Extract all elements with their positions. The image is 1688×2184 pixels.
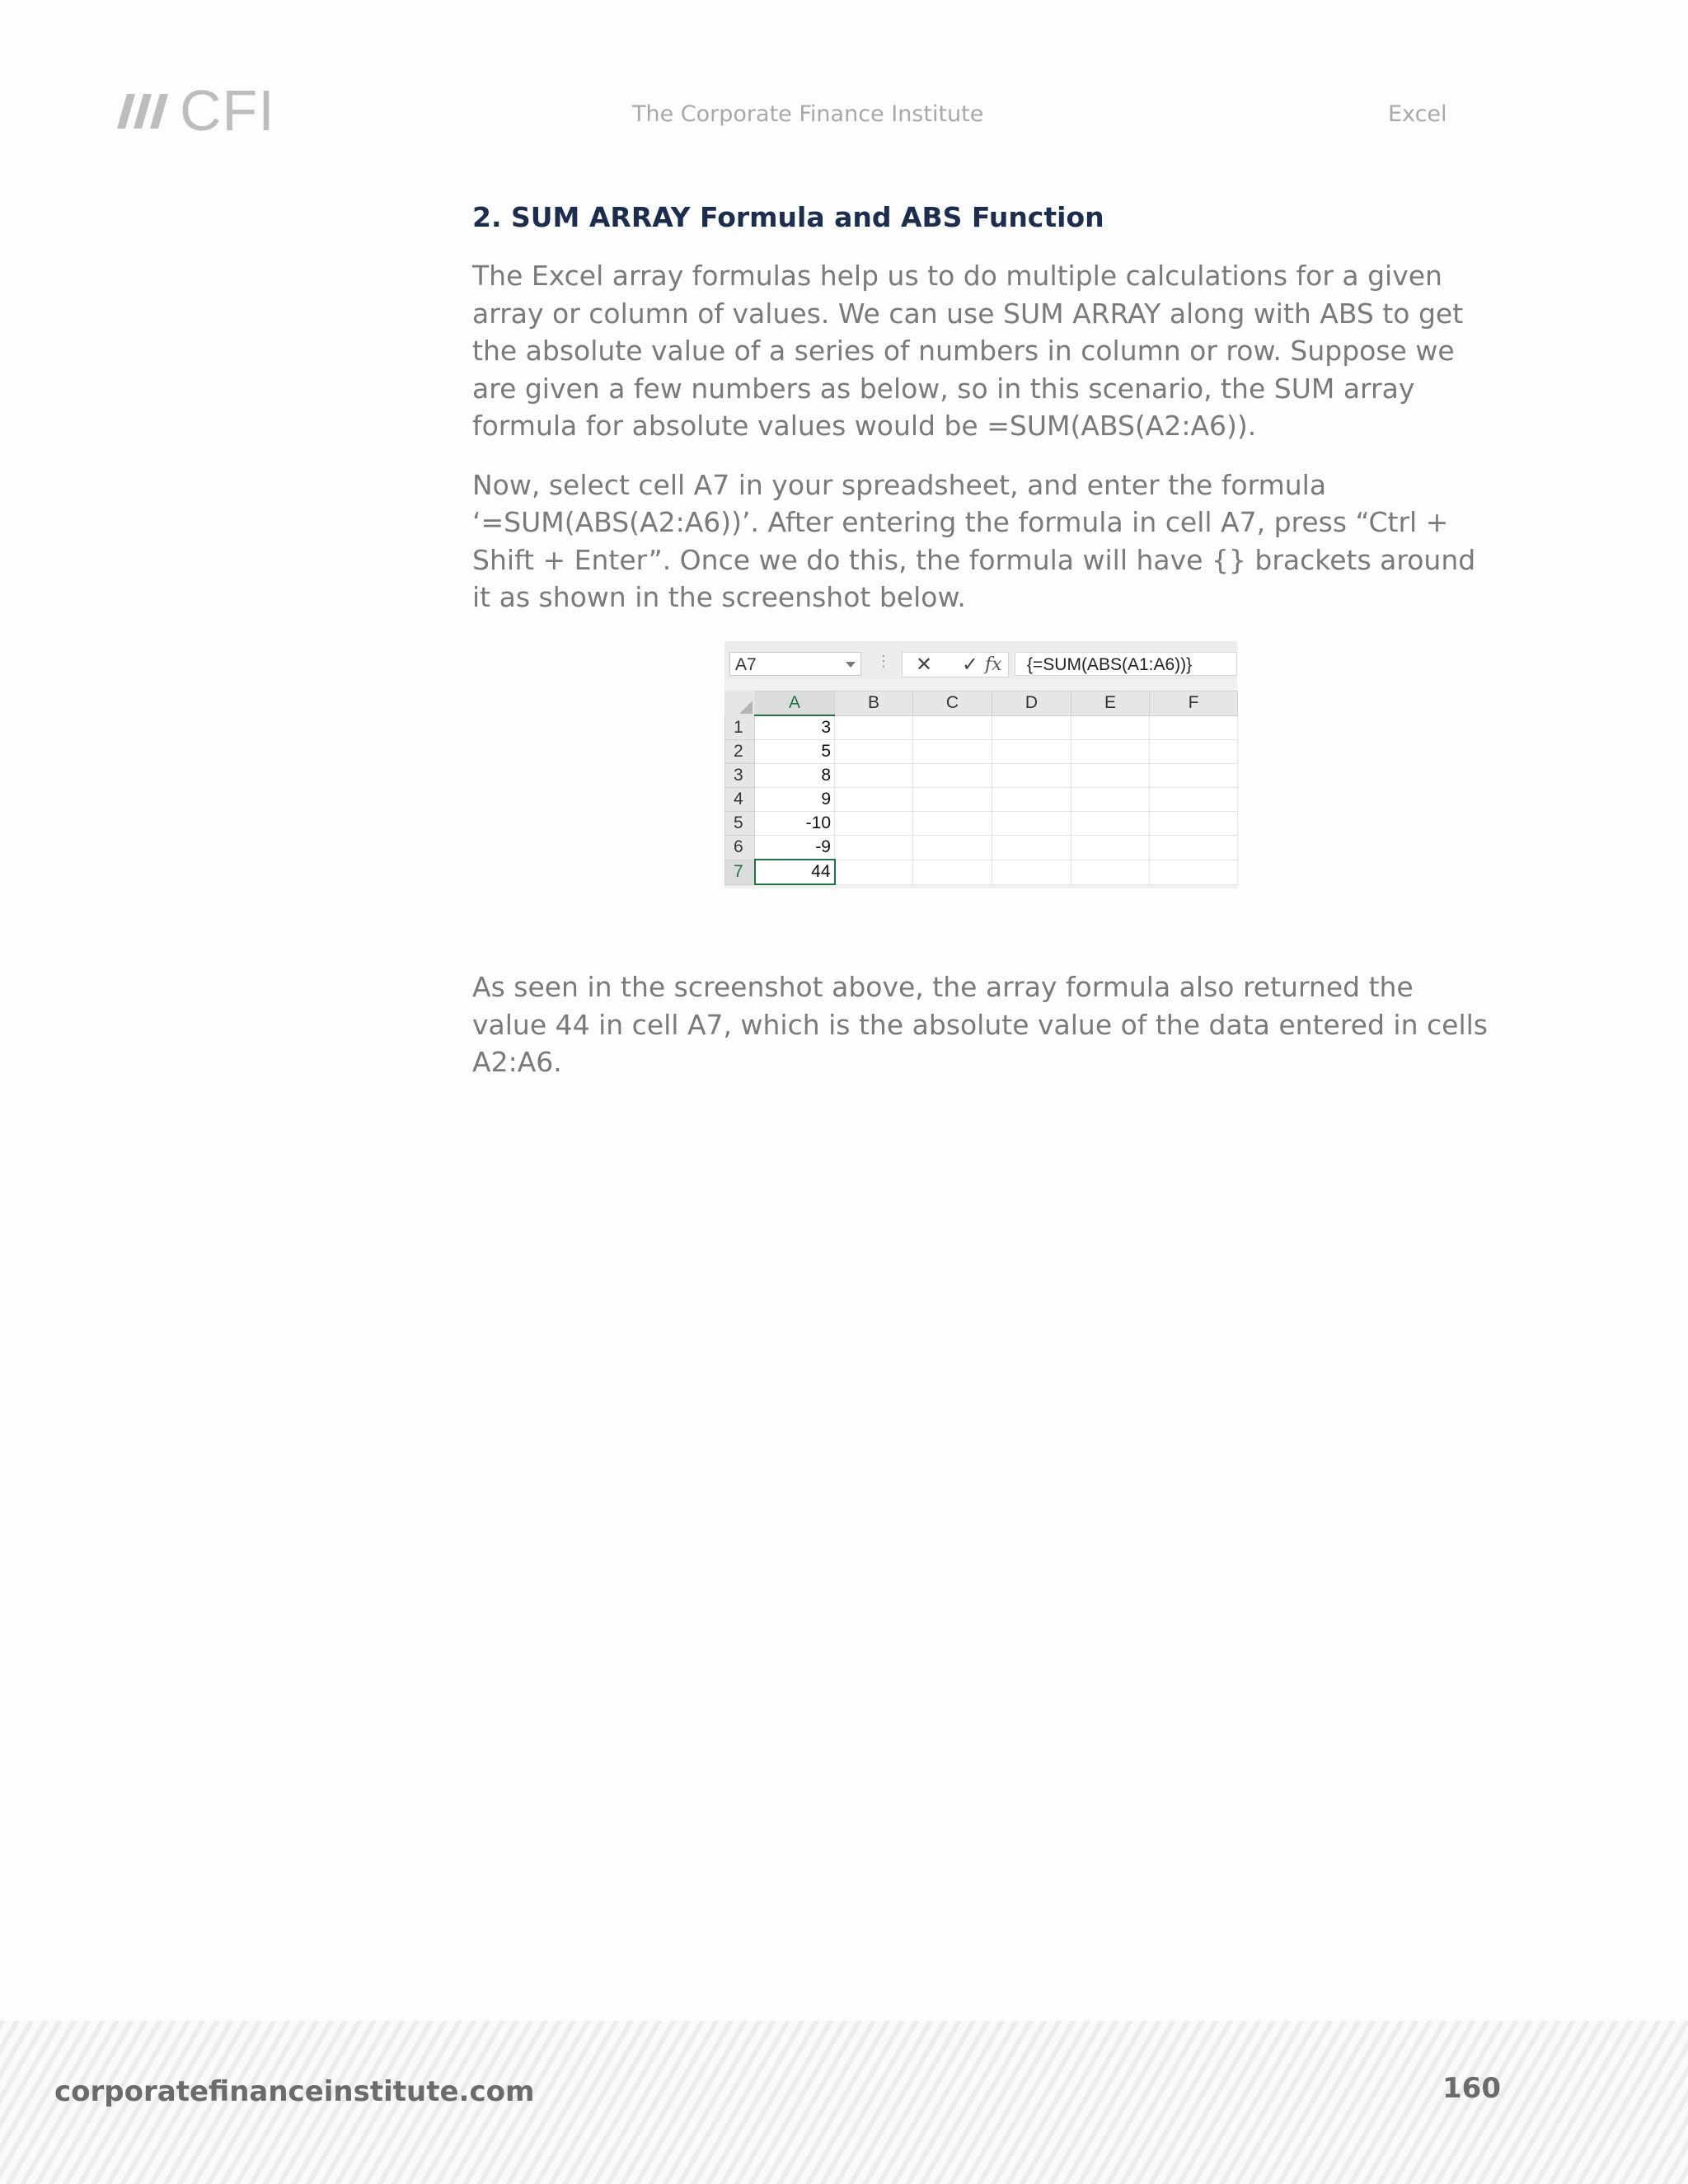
paragraph-intro: The Excel array formulas help us to do multiple calculations for a given array or column of values. We can use SUM ARRAY along with ABS to get the absolute value of a series of numbers in column or row. Suppose we are given a few numbers as below, so in this scenario, the SUM array formula for absolute values would be =SUM(ABS(A2:A6)). [472, 260, 1464, 442]
page-number: 160 [1442, 2072, 1501, 2105]
section-heading: 2. SUM ARRAY Formula and ABS Function [472, 201, 1104, 233]
cell[interactable] [992, 860, 1071, 884]
cell[interactable] [1150, 715, 1238, 740]
cell[interactable] [835, 812, 913, 836]
fx-icon[interactable]: fx [985, 654, 1002, 675]
paragraph-instructions: Now, select cell A7 in your spreadsheet, and enter the formula ‘=SUM(ABS(A2:A6))’. After entering the formula in cell A7, press “Ctrl + Shift + Enter”. Once we do this, the formula will have {} brackets around it as shown in the screenshot below. [472, 468, 1476, 613]
cell[interactable] [913, 836, 992, 860]
page-header [0, 0, 1688, 165]
column-header-row [725, 691, 1238, 716]
cell[interactable] [1071, 788, 1150, 812]
row-header[interactable]: 7 [725, 860, 755, 884]
cell[interactable] [835, 740, 913, 764]
cell[interactable] [1150, 740, 1238, 764]
cell-a6[interactable]: -9 [755, 836, 835, 860]
cell[interactable] [1071, 740, 1150, 764]
cell[interactable] [913, 740, 992, 764]
cell[interactable] [1150, 860, 1238, 884]
page-footer [0, 2021, 1688, 2184]
cell[interactable] [835, 788, 913, 812]
row-header[interactable]: 6 [725, 836, 755, 860]
enter-icon[interactable]: ✓ [962, 653, 979, 676]
name-box[interactable] [729, 652, 861, 676]
cell[interactable] [992, 740, 1071, 764]
cfi-logo [114, 78, 275, 143]
cell[interactable] [992, 812, 1071, 836]
cancel-icon[interactable]: ✕ [916, 653, 933, 676]
cell-a4[interactable]: 9 [755, 788, 835, 812]
table-row [725, 740, 1238, 764]
formula-buttons [902, 652, 1009, 677]
cell[interactable] [992, 764, 1071, 788]
page-content [472, 198, 1494, 638]
formula-bar [724, 641, 1237, 680]
row-header[interactable]: 1 [725, 715, 755, 740]
cell-a5[interactable]: -10 [755, 812, 835, 836]
column-header-c[interactable]: C [913, 691, 992, 716]
drag-handle-icon[interactable]: ⋮ [876, 653, 891, 669]
cell[interactable] [1150, 812, 1238, 836]
column-header-a[interactable]: A [755, 691, 835, 716]
cell[interactable] [992, 836, 1071, 860]
cell[interactable] [835, 836, 913, 860]
cell[interactable] [1071, 836, 1150, 860]
cell[interactable] [1071, 764, 1150, 788]
cell-a7-selected[interactable]: 44 [755, 860, 835, 884]
table-row [725, 860, 1238, 884]
row-header[interactable]: 2 [725, 740, 755, 764]
table-row [725, 715, 1238, 740]
table-row [725, 812, 1238, 836]
cell-a3[interactable]: 8 [755, 764, 835, 788]
table-row [725, 836, 1238, 860]
row-header[interactable]: 3 [725, 764, 755, 788]
cell-a2[interactable]: 5 [755, 740, 835, 764]
column-header-e[interactable]: E [1071, 691, 1150, 716]
table-row [725, 764, 1238, 788]
row-header[interactable]: 5 [725, 812, 755, 836]
cell[interactable] [835, 860, 913, 884]
column-header-b[interactable]: B [835, 691, 913, 716]
cell[interactable] [1071, 860, 1150, 884]
cell[interactable] [835, 764, 913, 788]
table-row [725, 788, 1238, 812]
paragraph-result: As seen in the screenshot above, the array formula also returned the value 44 in cell A7, which is the absolute value of the data entered in cells A2:A6. [472, 971, 1488, 1078]
cell[interactable] [1150, 788, 1238, 812]
cfi-slash-icon [114, 89, 173, 132]
cell[interactable] [913, 764, 992, 788]
cell[interactable] [1071, 715, 1150, 740]
cell[interactable] [1150, 764, 1238, 788]
column-header-f[interactable]: F [1150, 691, 1238, 716]
page-content-after [472, 968, 1494, 1103]
cell[interactable] [1150, 836, 1238, 860]
cell[interactable] [992, 715, 1071, 740]
excel-screenshot [724, 641, 1237, 888]
row-header[interactable]: 4 [725, 788, 755, 812]
spreadsheet-grid [724, 691, 1238, 885]
cell[interactable] [913, 860, 992, 884]
cell-a1[interactable]: 3 [755, 715, 835, 740]
formula-input[interactable]: {=SUM(ABS(A1:A6))} [1015, 652, 1237, 676]
logo-text: CFI [180, 78, 275, 143]
chevron-down-icon[interactable] [846, 662, 856, 668]
select-all-corner[interactable] [725, 691, 755, 716]
header-section: Excel [1388, 101, 1447, 127]
column-header-d[interactable]: D [992, 691, 1071, 716]
cell[interactable] [992, 788, 1071, 812]
name-box-value: A7 [735, 655, 757, 674]
cell[interactable] [1071, 812, 1150, 836]
footer-url[interactable]: corporatefinanceinstitute.com [54, 2075, 535, 2108]
cell[interactable] [835, 715, 913, 740]
cell[interactable] [913, 812, 992, 836]
header-title: The Corporate Finance Institute [632, 101, 984, 127]
cell[interactable] [913, 715, 992, 740]
cell[interactable] [913, 788, 992, 812]
